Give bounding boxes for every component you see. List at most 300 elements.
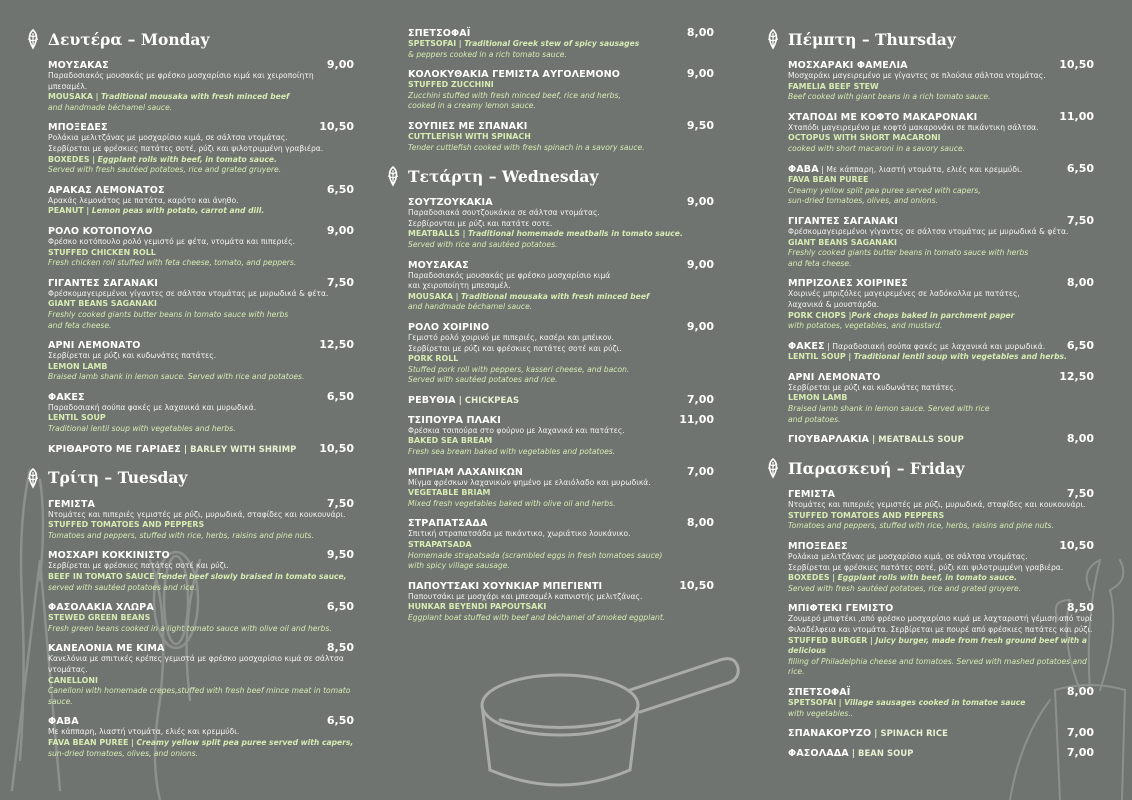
menu-item-row: [408, 465, 714, 478]
menu-item-row: [788, 276, 1094, 289]
dish-greek-description: Φρέσκο κοτόπουλο ρολό γεμιστό με φέτα, ντομάτα και πιπεριές.: [48, 236, 296, 246]
dish-english-description: | Traditional homemade meatballs in tomato sauce.: [459, 229, 683, 239]
dish-english-name: HUNKAR BEYENDI PAPOUTSAKI: [408, 602, 547, 612]
dish-price: 12,50: [319, 338, 354, 352]
dish-name: ΦΑΚΕΣ | Παραδοσιακή σούπα φακές με λαχανικά και μυρωδικά.: [788, 340, 1046, 352]
dish-name: ΜΟΣΧΑΡΑΚΙ ΦΑΜΕΛΙΑ: [788, 60, 908, 71]
dish-greek-description: Ντομάτες και πιπεριές γεμιστές με ρύζι, μυρωδικά, σταφίδες και κουκουνάρι.: [788, 500, 1086, 510]
dish-english-description: with vegetables..: [788, 708, 854, 718]
dish-name: ΑΡΑΚΑΣ ΛΕΜΟΝΑΤΟΣ: [48, 184, 165, 196]
day-title-text: Δευτέρα – Monday: [48, 29, 210, 49]
menu-item-row: [48, 497, 354, 510]
dish-price: 11,00: [679, 412, 714, 426]
dish-greek-description: και χειροποίητη μπεσαμέλ.: [408, 281, 511, 291]
dish-name: ΜΟΥΣΑΚΑΣ: [48, 60, 109, 71]
dish-english-description: | Village sausages cooked in tomatoe sauce: [836, 697, 1026, 707]
dish-greek-description: Κανελόνια με σπιτικές κρέπες γεμιστά με φρέσκο μοσχαρίσιο κιμά σε σάλτσα: [48, 654, 344, 664]
menu-item-row: [788, 370, 1094, 383]
menu-item: [408, 516, 714, 571]
dish-name: ΜΟΣΧΑΡΙ ΚΟΚΚΙΝΙΣΤΟ: [48, 550, 170, 562]
menu-item-row: [48, 714, 354, 727]
dish-english-description: Served with sautéed potatoes and rice.: [408, 375, 558, 385]
dish-english-line: [48, 738, 354, 749]
dish-price: 6,50: [1066, 338, 1094, 352]
dish-english-description: | Traditional Greek stew of spicy sausages: [456, 39, 640, 48]
menu-item: [48, 183, 354, 217]
dish-english-description: cooked with short macaroni in a savory sauce.: [788, 143, 966, 153]
dish-english-description: Braised lamb shank in lemon sauce. Served with rice: [788, 404, 990, 414]
day-title-text: Παρασκευή – Friday: [788, 458, 965, 478]
dish-name: ΡΟΛΟ ΧΟΙΡΙΝΟ: [408, 321, 490, 333]
dish-price: 8,00: [1066, 684, 1094, 698]
leaf-emblem-icon: [24, 28, 42, 50]
menu-item: [48, 390, 354, 435]
dish-name: ΜΠΡΙΑΜ ΛΑΧΑΝΙΚΩΝ: [408, 466, 523, 478]
menu-item-row: [48, 58, 354, 71]
day-title: [384, 163, 714, 189]
dish-price: 7,00: [1066, 746, 1094, 760]
dish-name: ΦΑΣΟΛΑΚΙΑ ΧΛΩΡΑ: [48, 602, 154, 614]
dish-english-name: MOUSAKA: [408, 291, 453, 301]
menu-item: [788, 339, 1094, 363]
dish-english-line: [788, 636, 1094, 657]
menu-item-row: [788, 685, 1094, 698]
dish-english-description: Fresh green beans cooked in a light tomato sauce with olive oil and herbs.: [48, 623, 332, 633]
dish-english-description: | Eggplant rolls with beef, in tomato sauce.: [89, 154, 277, 164]
dish-english-description: | Lemon peas with potato, carrot and dill.: [83, 206, 265, 216]
dish-english-description: Served with fresh sautéed potatoes, rice and grated gruyere.: [788, 583, 1022, 593]
menu-item: [48, 442, 354, 455]
dish-price: 11,00: [1059, 109, 1094, 123]
dish-greek-description: Αρακάς λεμονάτος με πατάτα, καρότο και άνηθο.: [48, 195, 239, 205]
day-title-text: Πέμπτη – Thursday: [788, 29, 956, 49]
dish-english-description: Served with fresh sautéed potatoes, rice and grated gruyere.: [48, 165, 282, 175]
dish-greek-description: Με κάππαρη, λιαστή ντομάτα, ελιές και κρεμμύδι.: [48, 727, 240, 737]
dish-english-line: [48, 92, 354, 103]
menu-item: [408, 465, 714, 510]
dish-greek-description: Φιλαδέλφεια και ντομάτα. Σερβίρεται με πουρέ από φρέσκιες πατάτες και ρύζι.: [788, 625, 1093, 634]
dish-greek-description: Μοσχαράκι μαγειρεμένο με γίγαντες σε πλούσια σάλτσα ντομάτας.: [788, 71, 1046, 80]
dish-english-description: Freshly cooked giants butter beans in tomato sauce with herbs: [48, 309, 289, 319]
dish-price: 8,00: [1066, 276, 1094, 290]
dish-price: 7,50: [326, 275, 354, 289]
dish-english-description: and potatoes.: [788, 414, 841, 424]
menu-item: [408, 26, 714, 60]
menu-item-row: [408, 258, 714, 271]
dish-english-name: PORK CHOPS: [788, 310, 846, 320]
dish-name: ΚΡΙΘΑΡΟΤΟ ΜΕ ΓΑΡΙΔΕΣ | BARLEY WITH SHRIMP: [48, 443, 297, 455]
dish-english-description: Freshly cooked giants butter beans in tomato sauce with herbs: [788, 248, 1029, 258]
dish-price: 8,50: [326, 641, 354, 655]
dish-english-name: STUFFED TOMATOES AND PEPPERS: [48, 520, 205, 530]
dish-english-description: and feta cheese.: [48, 320, 112, 330]
dish-english-description: Braised lamb shank in lemon sauce. Served with rice and potatoes.: [48, 372, 305, 382]
menu-item: [788, 162, 1094, 207]
dish-english-description: | Traditional lentil soup with vegetables and herbs.: [845, 352, 1067, 362]
dish-english-description: sun-dried tomatoes, olives, and onions.: [788, 196, 938, 206]
dish-english-name: OCTOPUS WITH SHORT MACARONI: [788, 133, 941, 143]
menu-item-row: [408, 195, 714, 208]
dish-greek-description: Σερβίρεται με ρύζι και κυδωνάτες πατάτες.: [788, 382, 957, 392]
dish-name: ΜΠΟΞΕΔΕΣ: [788, 541, 848, 553]
dish-name: ΓΙΟΥΒΑΡΛΑΚΙΑ | MEATBALLS SOUP: [788, 434, 964, 446]
dish-name: ΣΠΕΤΣΟΦΑΪ: [788, 686, 851, 698]
menu-item: [788, 685, 1094, 719]
menu-item: [48, 600, 354, 634]
menu-item: [788, 432, 1094, 445]
dish-price: 7,00: [1066, 726, 1094, 740]
menu-item-row: [48, 183, 354, 196]
dish-english-name: STRAPATSADA: [408, 540, 472, 550]
dish-price: 6,50: [326, 182, 354, 196]
menu-item-row: [788, 726, 1094, 739]
menu-item-row: [408, 413, 714, 426]
dish-name: ΚΟΛΟΚΥΘΑΚΙΑ ΓΕΜΙΣΤΑ ΑΥΓΟΛΕΜΟΝΟ: [408, 69, 621, 81]
dish-greek-description: Σερβίρεται με ρύζι και κυδωνάτες πατάτες.: [48, 351, 217, 361]
dish-greek-description: Ζουμερό μπιφτέκι ,από φρέσκο μοσχαρίσιο κιμά με λαχταριστή γέμιση από τυρί: [788, 614, 1093, 624]
dish-english-name: SPETSOFAI: [408, 39, 457, 48]
dish-name: ΣΠΑΝΑΚΟΡΥΖΟ | SPINACH RICE: [788, 728, 948, 740]
menu-item: [408, 393, 714, 406]
dish-name: ΦΑΚΕΣ: [48, 391, 85, 403]
dish-greek-description: Παραδοσιακή σούπα φακές με λαχανικά και μυρωδικά.: [48, 402, 257, 412]
menu-item-row: [48, 548, 354, 561]
menu-item: [788, 601, 1094, 678]
dish-greek-description: Σερβίρεται με φρέσκιες πατάτες σοτέ, ρύζι και ψιλοτριμμένη γραβιέρα.: [788, 562, 1064, 572]
menu-item: [788, 276, 1094, 331]
menu-item: [48, 641, 354, 707]
dish-english-description: cooked in a creamy lemon sauce.: [408, 101, 536, 111]
dish-price: 8,00: [686, 26, 714, 39]
menu-item-row: [788, 110, 1094, 123]
dish-english-description: sauce.: [48, 696, 73, 706]
dish-name: ΦΑΒΑ: [48, 716, 79, 728]
menu-item-row: [408, 393, 714, 406]
dish-greek-description: Φρέσκομαγειρεμένοι γίγαντες σε σάλτσα ντομάτας με μυρωδικά & φέτα.: [48, 288, 329, 298]
column-left: [24, 26, 354, 766]
dish-greek-description: Παραδοσιακά σουτζουκάκια σε σάλτσα ντομάτας.: [408, 208, 600, 218]
dish-english-description: Fresh chicken roll stuffed with feta cheese, tomato, and peppers.: [48, 258, 297, 268]
dish-english-name: | BEAN SOUP: [848, 748, 914, 759]
dish-english-line: [408, 229, 714, 240]
dish-english-description: Tomatoes and peppers, stuffed with rice, herbs, raisins and pine nuts.: [788, 521, 1054, 531]
dish-english-name: | SPINACH RICE: [871, 728, 948, 739]
dish-english-name: GIANT BEANS SAGANAKI: [788, 237, 897, 247]
dish-english-description: with spicy village sausage.: [408, 561, 510, 571]
dish-english-name: LENTIL SOUP: [48, 413, 106, 423]
menu-item-row: [408, 26, 714, 39]
menu-item: [48, 58, 354, 113]
menu-item: [408, 320, 714, 386]
dish-greek-description: Σερβίρονται με ρύζι και πατάτε σοτε.: [408, 218, 553, 228]
menu-item: [48, 497, 354, 542]
dish-english-name: FAMELIA BEEF STEW: [788, 81, 879, 91]
dish-english-description: Homemade strapatsada (scrambled eggs in fresh tomatoes sauce): [408, 550, 663, 560]
dish-price: 9,00: [326, 223, 354, 237]
menu-item-row: [788, 539, 1094, 552]
column-right: [764, 26, 1094, 766]
dish-greek-description: | Παραδοσιακή σούπα φακές με λαχανικά και μυρωδικά.: [824, 341, 1046, 351]
day-title: [764, 455, 1094, 481]
dish-english-name: | BARLEY WITH SHRIMP: [180, 443, 297, 454]
dish-name: ΤΣΙΠΟΥΡΑ ΠΛΑΚΙ: [408, 414, 501, 426]
dish-english-name: PEANUT: [48, 206, 84, 216]
day-title-text: Τρίτη – Tuesday: [48, 468, 188, 488]
dish-english-name: FAVA BEAN PUREE: [788, 175, 869, 185]
dish-name: ΜΠΟΞΕΔΕΣ: [48, 122, 108, 134]
dish-english-name: STEWED GREEN BEANS: [48, 613, 151, 623]
menu-item: [788, 370, 1094, 425]
dish-greek-description: Φρέσκομαγειρεμένοι γίγαντες σε σάλτσα ντομάτας με μυρωδικά & φέτα.: [788, 226, 1069, 236]
dish-english-description: and handmade béchamel sauce.: [48, 102, 173, 112]
menu-item: [408, 195, 714, 250]
dish-price: 12,50: [1059, 369, 1094, 383]
leaf-emblem-icon: [24, 467, 42, 489]
dish-price: 6,50: [1066, 161, 1094, 175]
dish-english-name: BEEF IN TOMATO SAUCE: [48, 572, 155, 582]
dish-price: 10,50: [1059, 539, 1094, 553]
menu-item: [408, 579, 714, 624]
dish-price: 8,50: [1066, 601, 1094, 615]
dish-english-name: LEMON LAMB: [48, 361, 108, 371]
menu-item-row: [408, 320, 714, 333]
dish-greek-description: Παραδοσιακός μουσακάς με φρέσκο μοσχαρίσιο κιμά: [408, 270, 611, 280]
dish-name: ΑΡΝΙ ΛΕΜΟΝΑΤΟ: [788, 371, 881, 383]
dish-english-line: [788, 573, 1094, 584]
dish-english-description: sun-dried tomatoes, olives, and onions.: [48, 748, 198, 758]
dish-english-description: | Eggplant rolls with beef, in tomato sauce.: [829, 573, 1017, 583]
dish-english-description: served with sautéed potatoes and rice.: [48, 582, 197, 592]
dish-greek-description: Φρέσκια τσιπούρα στο φούρνο με λαχανικά και πατάτες.: [408, 425, 625, 435]
dish-name: ΣΟΥΤΖΟΥΚΑΚΙΑ: [408, 197, 493, 209]
dish-name: ΓΙΓΑΝΤΕΣ ΣΑΓΑΝΑΚΙ: [788, 215, 898, 227]
day-title: [24, 26, 354, 52]
menu-item-row: [788, 214, 1094, 227]
dish-english-description: and handmade béchamel sauce.: [408, 302, 533, 312]
dish-price: 9,50: [326, 548, 354, 562]
menu-item-row: [788, 432, 1094, 445]
dish-price: 10,50: [319, 120, 354, 134]
dish-english-name: CANELLONI: [48, 675, 98, 685]
dish-english-description: Creamy yellow split pea puree served with capers,: [788, 185, 981, 195]
dish-name: ΑΡΝΙ ΛΕΜΟΝΑΤΟ: [48, 340, 141, 352]
dish-name: ΡΟΛΟ ΚΟΤΟΠΟΥΛΟ: [48, 225, 153, 237]
dish-english-name: | MEATBALLS SOUP: [869, 434, 964, 445]
dish-price: 8,00: [1066, 432, 1094, 446]
menu-item-row: [48, 390, 354, 403]
dish-english-description: | Creamy yellow split pea puree served with capers,: [128, 737, 354, 747]
menu-item-row: [408, 67, 714, 80]
dish-english-description: Eggplant boat stuffed with beef and béchamel of smoked eggplant.: [408, 613, 666, 622]
day-title-text: Τετάρτη – Wednesday: [408, 166, 599, 186]
menu-item-row: [48, 600, 354, 613]
dish-name: ΜΠΙΦΤΕΚΙ ΓΕΜΙΣΤΟ: [788, 603, 894, 615]
dish-name: ΣΟΥΠΙΕΣ ΜΕ ΣΠΑΝΑΚΙ: [408, 120, 528, 132]
menu-item: [408, 258, 714, 313]
menu-item-row: [788, 601, 1094, 614]
menu-item-row: [48, 120, 354, 133]
menu-item: [788, 214, 1094, 269]
dish-name: ΚΑΝΕΛΟΝΙΑ ΜΕ ΚΙΜΑ: [48, 643, 165, 655]
menu-item-row: [408, 119, 714, 132]
dish-greek-description: Ρολάκια μελιτζάνας με μοσχαρίσιο κιμά, σε σάλτσα ντομάτας.: [48, 133, 288, 143]
menu-item-row: [408, 516, 714, 529]
dish-english-line: [788, 311, 1094, 322]
dish-english-name: VEGETABLE BRIAM: [408, 488, 491, 498]
dish-english-name: FAVA BEAN PUREE: [48, 737, 129, 747]
dish-name: ΜΠΡΙΖΟΛΕΣ ΧΟΙΡΙΝΕΣ: [788, 278, 908, 290]
menu-item-row: [788, 58, 1094, 71]
dish-price: 6,50: [326, 389, 354, 403]
day-title: [24, 465, 354, 491]
day-title: [764, 26, 1094, 52]
menu-item-row: [48, 276, 354, 289]
menu-item: [408, 67, 714, 112]
dish-english-description: Beef cooked with giant beans in a rich tomato sauce.: [788, 92, 991, 102]
dish-english-line: [48, 572, 354, 583]
dish-english-name: BOXEDES: [788, 573, 830, 583]
dish-greek-description: Χοιρινές μπριζόλες μαγειρεμένες σε λαδόκολλα με πατάτες,: [788, 289, 1020, 299]
dish-name: ΓΕΜΙΣΤΑ: [48, 498, 96, 510]
leaf-emblem-icon: [764, 457, 782, 479]
dish-greek-description: Ντομάτες και πιπεριές γεμιστές με ρύζι, μυρωδικά, σταφίδες και κουκουνάρι.: [48, 509, 346, 519]
dish-price: 6,50: [326, 600, 354, 614]
dish-greek-description: | Με κάππαρη, λιαστή ντομάτα, ελιές και κρεμμύδι.: [818, 164, 1023, 174]
dish-price: 9,00: [686, 257, 714, 271]
dish-english-name: BAKED SEA BREAM: [408, 436, 493, 446]
menu-item-row: [48, 224, 354, 237]
dish-english-description: & peppers cooked in a rich tomato sauce.: [408, 49, 567, 59]
dish-price: 9,50: [686, 118, 714, 132]
menu-item: [48, 224, 354, 269]
dish-english-name: SPETSOFAI: [788, 697, 837, 707]
dish-english-line: [48, 206, 354, 217]
leaf-emblem-icon: [384, 165, 402, 187]
dish-name: ΦΑΒΑ | Με κάππαρη, λιαστή ντομάτα, ελιές και κρεμμύδι.: [788, 163, 1023, 175]
dish-english-description: Mixed fresh vegetables baked with olive oil and herbs.: [408, 498, 616, 508]
dish-greek-description: Μίγμα φρέσκων λαχανικών ψημένο με ελαιόλαδο και μυρωδικά.: [408, 477, 651, 487]
dish-greek-description: Παραδοσιακός μουσακάς με φρέσκο μοσχαρίσιο κιμά και χειροποίητη μπεσαμέλ.: [48, 71, 314, 91]
dish-english-name: STUFFED BURGER: [788, 635, 868, 645]
dish-english-description: with potatoes, vegetables, and mustard.: [788, 321, 943, 331]
dish-price: 7,50: [1066, 487, 1094, 501]
dish-name: ΧΤΑΠΟΔΙ ΜΕ ΚΟΦΤΟ ΜΑΚΑΡΟΝΑΚΙ: [788, 111, 978, 123]
dish-english-description: | Juicy burger, made from fresh ground beef with a delicious: [788, 635, 1087, 656]
dish-greek-description: Σερβίρεται με φρέσκιες πατάτες σοτέ και ρύζι.: [48, 561, 229, 571]
menu-item-row: [48, 641, 354, 654]
dish-name: ΜΟΥΣΑΚΑΣ: [408, 259, 469, 271]
dish-english-name: PORK ROLL: [408, 354, 459, 364]
dish-english-name: GIANT BEANS SAGANAKI: [48, 299, 157, 309]
pan-sketch-icon: [482, 659, 738, 785]
dish-english-name: LEMON LAMB: [788, 393, 848, 403]
menu-item: [48, 714, 354, 759]
dish-price: 7,50: [326, 496, 354, 510]
dish-name: ΣΠΕΤΣΟΦΑΪ: [408, 28, 471, 39]
dish-english-line: [788, 698, 1094, 709]
dish-name: ΓΙΓΑΝΤΕΣ ΣΑΓΑΝΑΚΙ: [48, 277, 158, 289]
dish-english-description: |Pork chops baked in parchment paper: [846, 310, 1015, 320]
dish-english-description: Fresh sea bream baked with vegetables and potatoes.: [408, 447, 616, 457]
dish-greek-description: Σπιτική στραπατσάδα με πικάντικο, χωριάτικο λουκάνικο.: [408, 529, 631, 539]
dish-price: 7,00: [686, 392, 714, 406]
menu-item: [788, 746, 1094, 759]
dish-name: ΡΕΒΥΘΙΑ | CHICKPEAS: [408, 394, 520, 406]
dish-greek-description: Παπουτσάκι με μοσχάρι και μπεσαμέλ καπνιστής μελιτζάνας.: [408, 591, 643, 601]
dish-name: ΦΑΣΟΛΑΔΑ | BEAN SOUP: [788, 748, 914, 760]
menu-item-row: [408, 579, 714, 592]
menu-item-row: [48, 338, 354, 351]
menu-item: [408, 413, 714, 458]
dish-greek-description: ντομάτας.: [48, 665, 88, 674]
dish-greek-description: Ρολάκια μελιτζάνας με μοσχαρίσιο κιμά, σε σάλτσα ντομάτας.: [788, 552, 1028, 562]
dish-name: ΣΤΡΑΠΑΤΣΑΔΑ: [408, 518, 488, 530]
dish-english-description: Tomatoes and peppers, stuffed with rice, herbs, raisins and pine nuts.: [48, 530, 314, 540]
dish-english-description: | Traditional mousaka with fresh minced beef: [92, 92, 290, 102]
dish-english-description: Tender beef slowly braised in tomato sauce,: [154, 572, 347, 582]
dish-price: 9,00: [686, 195, 714, 209]
menu-item: [788, 487, 1094, 532]
dish-english-description: Zucchini stuffed with fresh minced beef, rice and herbs,: [408, 90, 621, 100]
dish-english-description: | Traditional mousaka with fresh minced beef: [452, 291, 650, 301]
menu-item-row: [788, 339, 1094, 353]
dish-name: ΠΑΠΟΥΤΣΑΚΙ ΧΟΥΝΚΙΑΡ ΜΠΕΓΙΕΝΤΙ: [408, 580, 603, 592]
dish-price: 10,50: [679, 578, 714, 592]
dish-price: 9,00: [686, 67, 714, 81]
dish-english-name: MOUSAKA: [48, 92, 93, 102]
dish-english-name: STUFFED CHICKEN ROLL: [48, 247, 156, 257]
dish-greek-description: λαχανικά & μουστάρδα.: [788, 299, 880, 309]
dish-price: 6,50: [326, 714, 354, 728]
column-middle: [384, 26, 714, 631]
menu-item-row: [48, 442, 354, 455]
menu-item: [788, 58, 1094, 103]
menu-item-row: [788, 746, 1094, 759]
dish-english-line: [788, 352, 1094, 363]
dish-price: 10,50: [319, 441, 354, 455]
menu-item: [48, 276, 354, 331]
dish-english-description: Canelloni with homemade crepes,stuffed with fresh beef mince meat in tomato: [48, 686, 351, 696]
dish-price: 8,00: [686, 516, 714, 530]
dish-price: 7,50: [1066, 213, 1094, 227]
dish-price: 10,50: [1059, 58, 1094, 71]
dish-english-description: Stuffed pork roll with peppers, kasseri cheese, and bacon.: [408, 364, 630, 374]
dish-english-line: [48, 155, 354, 166]
menu-item: [788, 726, 1094, 739]
menu-item: [48, 548, 354, 593]
leaf-emblem-icon: [764, 28, 782, 50]
dish-english-name: BOXEDES: [48, 154, 90, 164]
dish-english-name: | CHICKPEAS: [455, 394, 520, 405]
dish-price: 9,00: [326, 58, 354, 71]
dish-price: 7,00: [686, 464, 714, 478]
dish-english-description: Served with rice and sautéed potatoes.: [408, 239, 558, 249]
dish-price: 9,00: [686, 319, 714, 333]
menu-item: [48, 338, 354, 383]
menu-item-row: [788, 162, 1094, 176]
dish-english-name: STUFFED ZUCCHINI: [408, 80, 494, 90]
menu-item-row: [788, 487, 1094, 500]
dish-english-description: and feta cheese.: [788, 258, 852, 268]
menu-item: [48, 120, 354, 175]
dish-greek-description: Σερβίρεται με φρέσκιες πατάτες σοτέ, ρύζι και ψιλοτριμμένη γραβιέρα.: [48, 143, 324, 153]
dish-english-name: STUFFED TOMATOES AND PEPPERS: [788, 510, 945, 520]
dish-english-name: CUTTLEFISH WITH SPINACH: [408, 131, 531, 141]
menu-item: [408, 119, 714, 153]
dish-english-description: Tender cuttlefish cooked with fresh spinach in a savory sauce.: [408, 142, 645, 152]
dish-name: ΓΕΜΙΣΤΑ: [788, 489, 836, 501]
menu-item: [788, 110, 1094, 155]
